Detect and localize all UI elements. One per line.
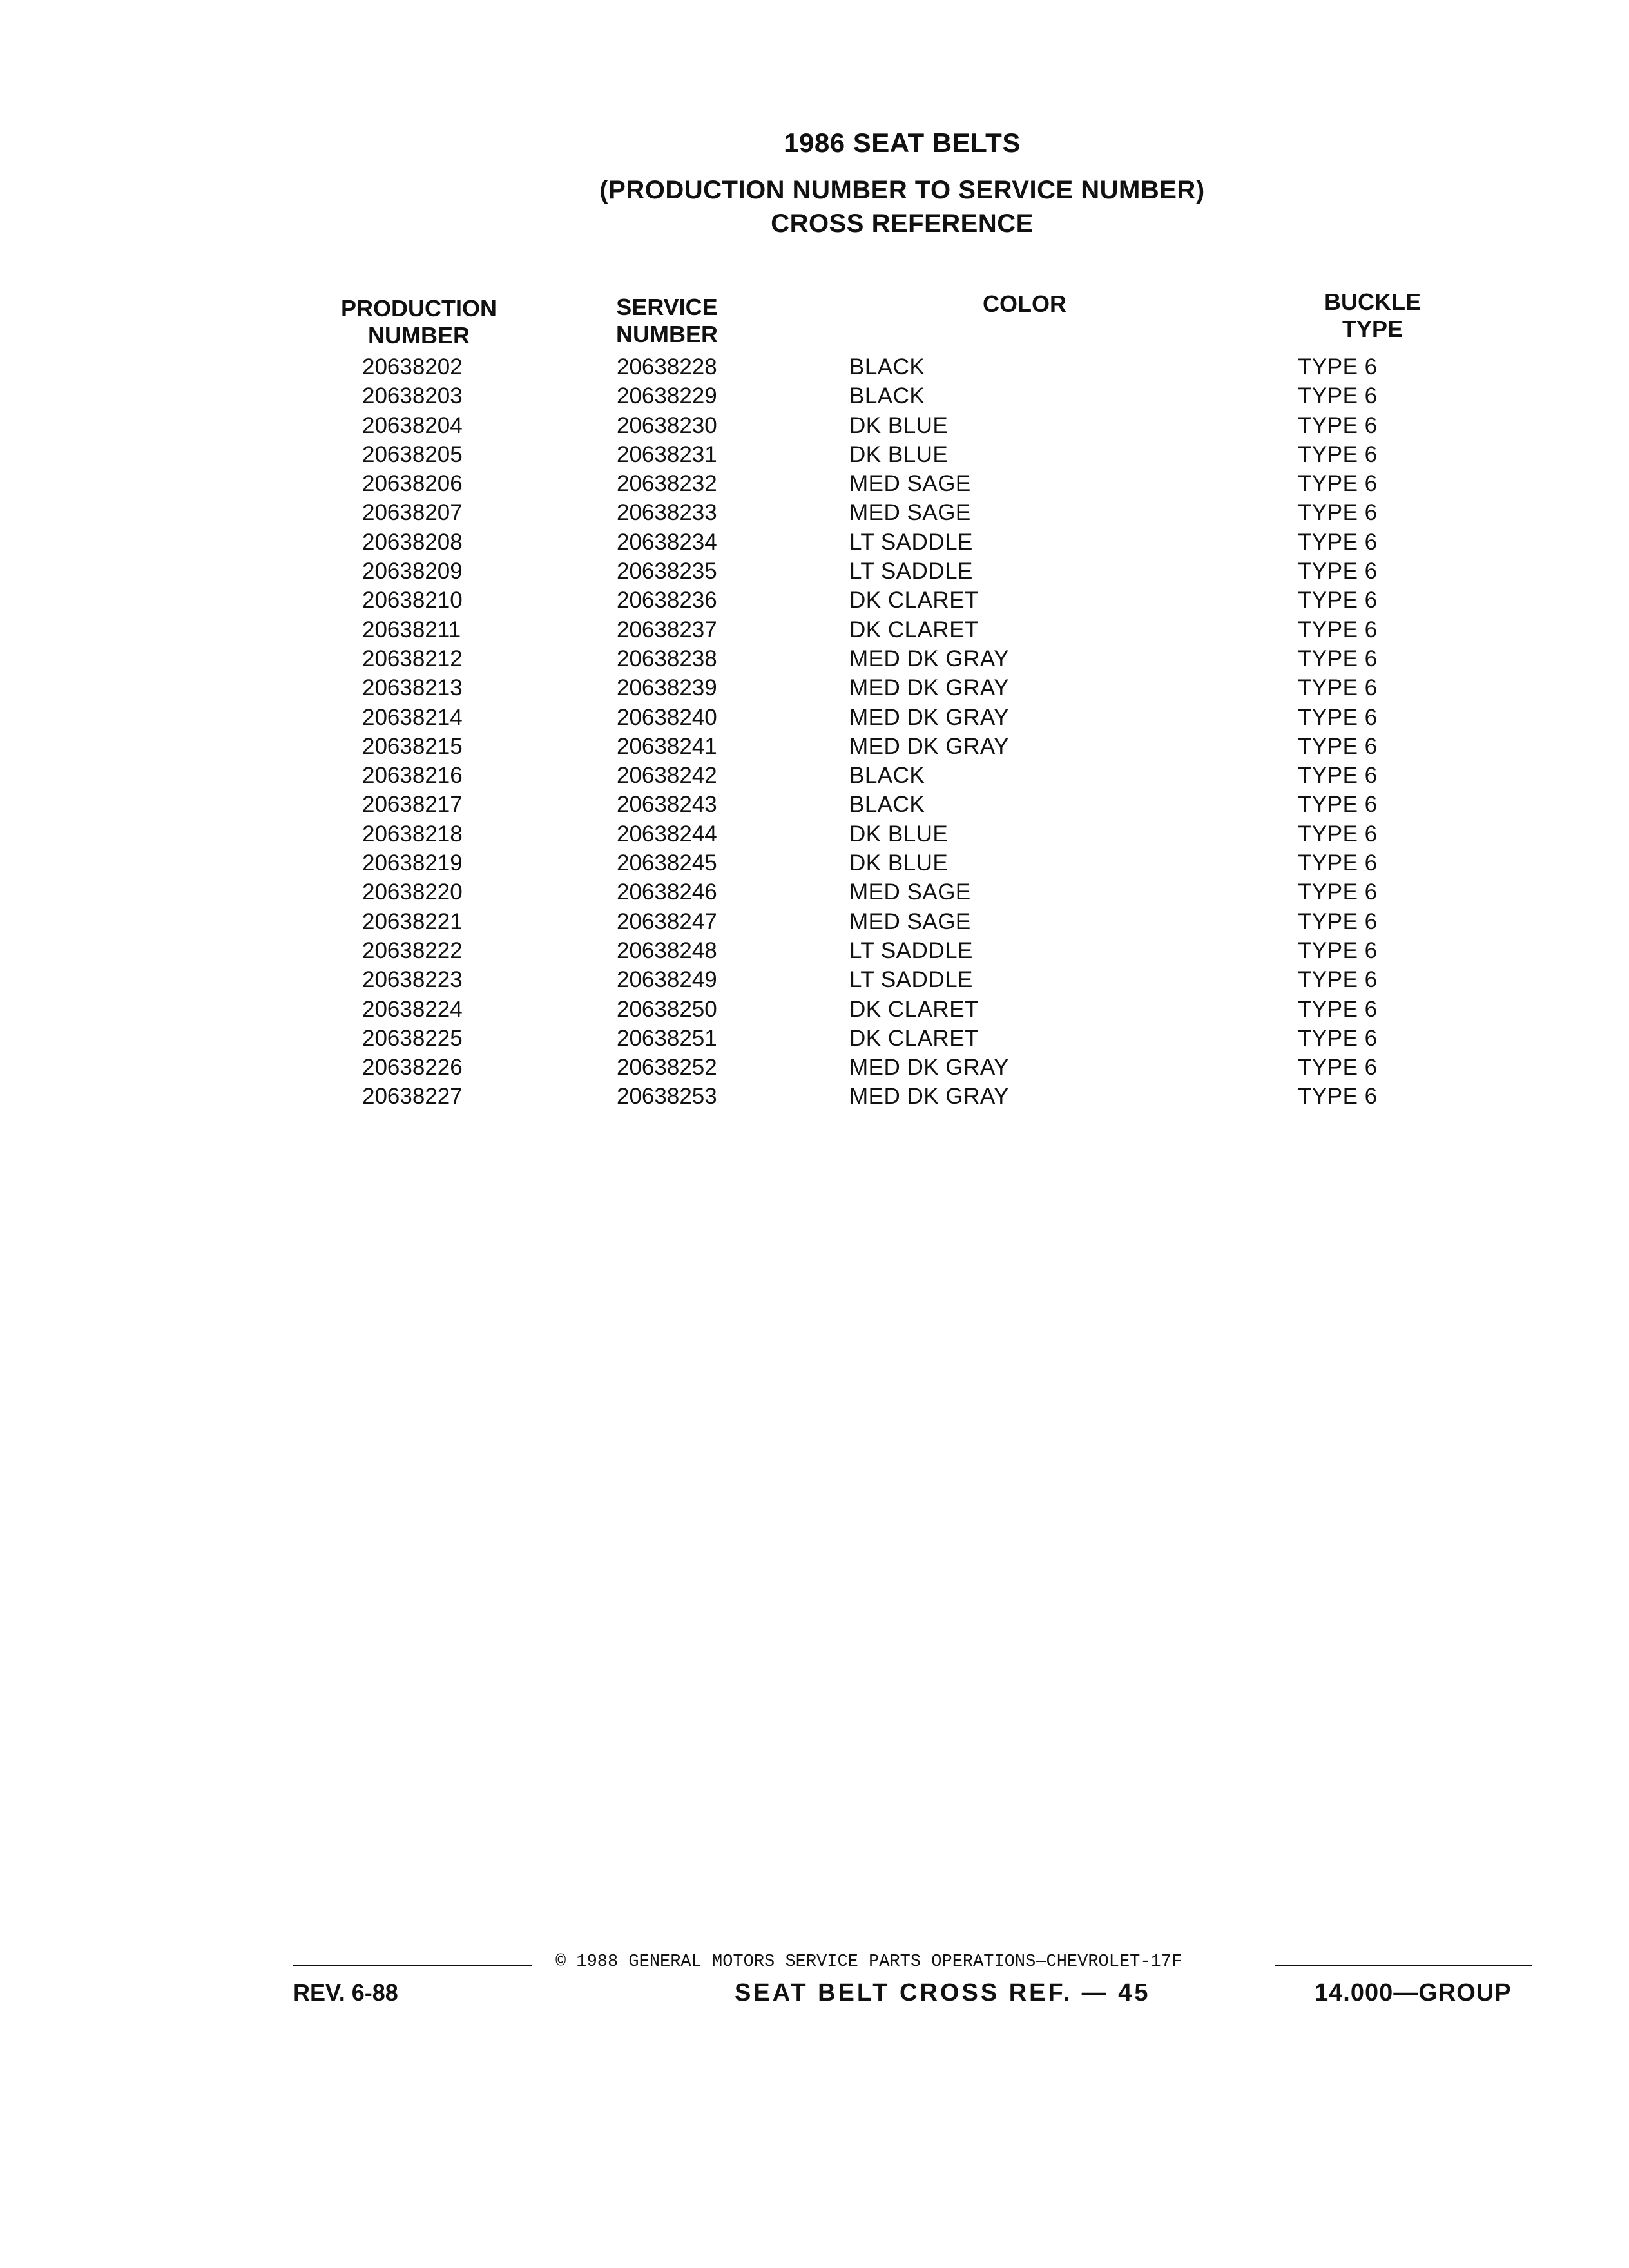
cell-service: 20638246: [617, 879, 717, 905]
cell-color: MED SAGE: [849, 471, 971, 497]
cell-color: LT SADDLE: [849, 559, 973, 584]
cell-service: 20638244: [617, 821, 717, 847]
cell-buckle: TYPE 6: [1298, 617, 1378, 642]
cell-service: 20638233: [617, 500, 717, 526]
cell-service: 20638228: [617, 354, 717, 380]
table-row: [0, 792, 1629, 821]
cell-service: 20638250: [617, 996, 717, 1022]
cell-color: MED DK GRAY: [849, 675, 1009, 701]
cell-buckle: TYPE 6: [1298, 1084, 1378, 1110]
cell-color: MED DK GRAY: [849, 646, 1009, 671]
cell-production: 20638227: [362, 1084, 463, 1110]
cell-production: 20638210: [362, 588, 463, 613]
page-title: 1986 SEAT BELTS: [784, 128, 1021, 158]
column-header-production-number: [309, 295, 528, 349]
cell-service: 20638245: [617, 850, 717, 876]
cell-service: 20638237: [617, 617, 717, 642]
cell-production: 20638207: [362, 500, 463, 526]
table-row: [0, 383, 1629, 412]
footer-rule-left: [293, 1965, 532, 1966]
cell-buckle: TYPE 6: [1298, 471, 1378, 497]
cell-color: LT SADDLE: [849, 967, 973, 993]
cell-production: 20638211: [362, 617, 461, 642]
cell-color: LT SADDLE: [849, 937, 973, 963]
cell-production: 20638219: [362, 850, 463, 876]
cell-color: BLACK: [849, 763, 925, 789]
cell-buckle: TYPE 6: [1298, 937, 1378, 963]
cell-production: 20638204: [362, 412, 463, 438]
cell-service: 20638239: [617, 675, 717, 701]
table-row: [0, 705, 1629, 734]
cell-production: 20638222: [362, 937, 463, 963]
cell-buckle: TYPE 6: [1298, 354, 1378, 380]
cell-service: 20638236: [617, 588, 717, 613]
page-subtitle: (PRODUCTION NUMBER TO SERVICE NUMBER): [599, 176, 1205, 204]
cell-color: DK BLUE: [849, 412, 949, 438]
cell-color: DK CLARET: [849, 1025, 979, 1051]
table-row: [0, 734, 1629, 763]
cell-service: 20638240: [617, 704, 717, 730]
cell-production: 20638223: [362, 967, 463, 993]
cell-buckle: TYPE 6: [1298, 559, 1378, 584]
table-row: [0, 850, 1629, 879]
table-row: [0, 879, 1629, 908]
cell-production: 20638206: [362, 471, 463, 497]
cell-production: 20638214: [362, 704, 463, 730]
cell-production: 20638212: [362, 646, 463, 671]
table-row: [0, 530, 1629, 559]
column-header-buckle-type: [1263, 289, 1482, 343]
header-label: TYPE: [1342, 316, 1403, 342]
table-row: [0, 675, 1629, 704]
cell-buckle: TYPE 6: [1298, 908, 1378, 934]
cell-service: 20638229: [617, 383, 717, 409]
cell-service: 20638230: [617, 412, 717, 438]
cell-service: 20638243: [617, 792, 717, 818]
header-label: NUMBER: [616, 321, 718, 347]
table-row: [0, 354, 1629, 383]
cell-production: 20638221: [362, 908, 463, 934]
cell-buckle: TYPE 6: [1298, 996, 1378, 1022]
footer-rule-right: [1275, 1965, 1532, 1966]
cell-color: DK CLARET: [849, 617, 979, 642]
header-label: SERVICE: [616, 294, 718, 320]
cell-buckle: TYPE 6: [1298, 412, 1378, 438]
cell-production: 20638218: [362, 821, 463, 847]
cell-buckle: TYPE 6: [1298, 1055, 1378, 1081]
table-row: [0, 442, 1629, 471]
cell-color: MED DK GRAY: [849, 704, 1009, 730]
table-row: [0, 646, 1629, 675]
cell-service: 20638234: [617, 529, 717, 555]
cell-service: 20638232: [617, 471, 717, 497]
page-reference: SEAT BELT CROSS REF. — 45: [735, 1979, 1151, 2006]
table-row: [0, 909, 1629, 938]
cell-service: 20638253: [617, 1084, 717, 1110]
header-label: PRODUCTION: [341, 295, 497, 322]
table-row: [0, 997, 1629, 1026]
cell-color: BLACK: [849, 792, 925, 818]
cell-buckle: TYPE 6: [1298, 967, 1378, 993]
cell-service: 20638231: [617, 441, 717, 467]
table-row: [0, 1026, 1629, 1055]
cell-production: 20638205: [362, 441, 463, 467]
page-subtitle-cross-reference: CROSS REFERENCE: [771, 209, 1034, 238]
cell-color: DK BLUE: [849, 441, 949, 467]
table-row: [0, 938, 1629, 967]
cell-color: BLACK: [849, 383, 925, 409]
cell-production: 20638225: [362, 1025, 463, 1051]
table-row: [0, 413, 1629, 442]
table-row: [0, 967, 1629, 996]
cell-buckle: TYPE 6: [1298, 1025, 1378, 1051]
group-label: 14.000—GROUP: [1315, 1979, 1512, 2006]
cell-color: BLACK: [849, 354, 925, 380]
header-label: BUCKLE: [1324, 289, 1421, 315]
cell-service: 20638248: [617, 937, 717, 963]
cell-production: 20638216: [362, 763, 463, 789]
cell-color: DK CLARET: [849, 996, 979, 1022]
cell-production: 20638217: [362, 792, 463, 818]
cell-buckle: TYPE 6: [1298, 792, 1378, 818]
table-row: [0, 559, 1629, 588]
cell-production: 20638203: [362, 383, 463, 409]
cell-buckle: TYPE 6: [1298, 588, 1378, 613]
table-row: [0, 1084, 1629, 1113]
cell-production: 20638224: [362, 996, 463, 1022]
cell-service: 20638251: [617, 1025, 717, 1051]
cell-service: 20638247: [617, 908, 717, 934]
cell-buckle: TYPE 6: [1298, 704, 1378, 730]
cell-buckle: TYPE 6: [1298, 500, 1378, 526]
cross-reference-table: [0, 354, 1629, 1113]
cell-color: MED DK GRAY: [849, 733, 1009, 759]
cell-color: DK BLUE: [849, 821, 949, 847]
cell-color: MED SAGE: [849, 500, 971, 526]
cell-color: MED SAGE: [849, 908, 971, 934]
table-row: [0, 588, 1629, 617]
column-header-color: [915, 291, 1134, 318]
cell-service: 20638242: [617, 763, 717, 789]
cell-production: 20638215: [362, 733, 463, 759]
cell-buckle: TYPE 6: [1298, 383, 1378, 409]
cell-production: 20638213: [362, 675, 463, 701]
cell-buckle: TYPE 6: [1298, 821, 1378, 847]
cell-buckle: TYPE 6: [1298, 879, 1378, 905]
revision-label: REV. 6-88: [293, 1979, 398, 2006]
cell-production: 20638202: [362, 354, 463, 380]
table-row: [0, 471, 1629, 500]
cell-color: MED DK GRAY: [849, 1055, 1009, 1081]
cell-buckle: TYPE 6: [1298, 441, 1378, 467]
table-row: [0, 822, 1629, 850]
cell-buckle: TYPE 6: [1298, 733, 1378, 759]
cell-production: 20638220: [362, 879, 463, 905]
cell-buckle: TYPE 6: [1298, 763, 1378, 789]
cell-production: 20638226: [362, 1055, 463, 1081]
copyright-notice: © 1988 GENERAL MOTORS SERVICE PARTS OPERATIONS—CHEVROLET-17F: [555, 1952, 1182, 1972]
cell-color: MED SAGE: [849, 879, 971, 905]
cell-buckle: TYPE 6: [1298, 850, 1378, 876]
cell-color: DK CLARET: [849, 588, 979, 613]
cell-color: DK BLUE: [849, 850, 949, 876]
table-row: [0, 1055, 1629, 1084]
table-row: [0, 617, 1629, 646]
header-label: COLOR: [983, 291, 1066, 317]
cell-service: 20638235: [617, 559, 717, 584]
cell-buckle: TYPE 6: [1298, 529, 1378, 555]
cell-buckle: TYPE 6: [1298, 675, 1378, 701]
cell-buckle: TYPE 6: [1298, 646, 1378, 671]
column-header-service-number: [580, 294, 754, 348]
cell-service: 20638252: [617, 1055, 717, 1081]
cell-production: 20638209: [362, 559, 463, 584]
cell-color: LT SADDLE: [849, 529, 973, 555]
cell-service: 20638238: [617, 646, 717, 671]
cell-production: 20638208: [362, 529, 463, 555]
cell-service: 20638241: [617, 733, 717, 759]
cell-color: MED DK GRAY: [849, 1084, 1009, 1110]
table-row: [0, 763, 1629, 792]
table-row: [0, 500, 1629, 529]
header-label: NUMBER: [368, 322, 470, 349]
cell-service: 20638249: [617, 967, 717, 993]
